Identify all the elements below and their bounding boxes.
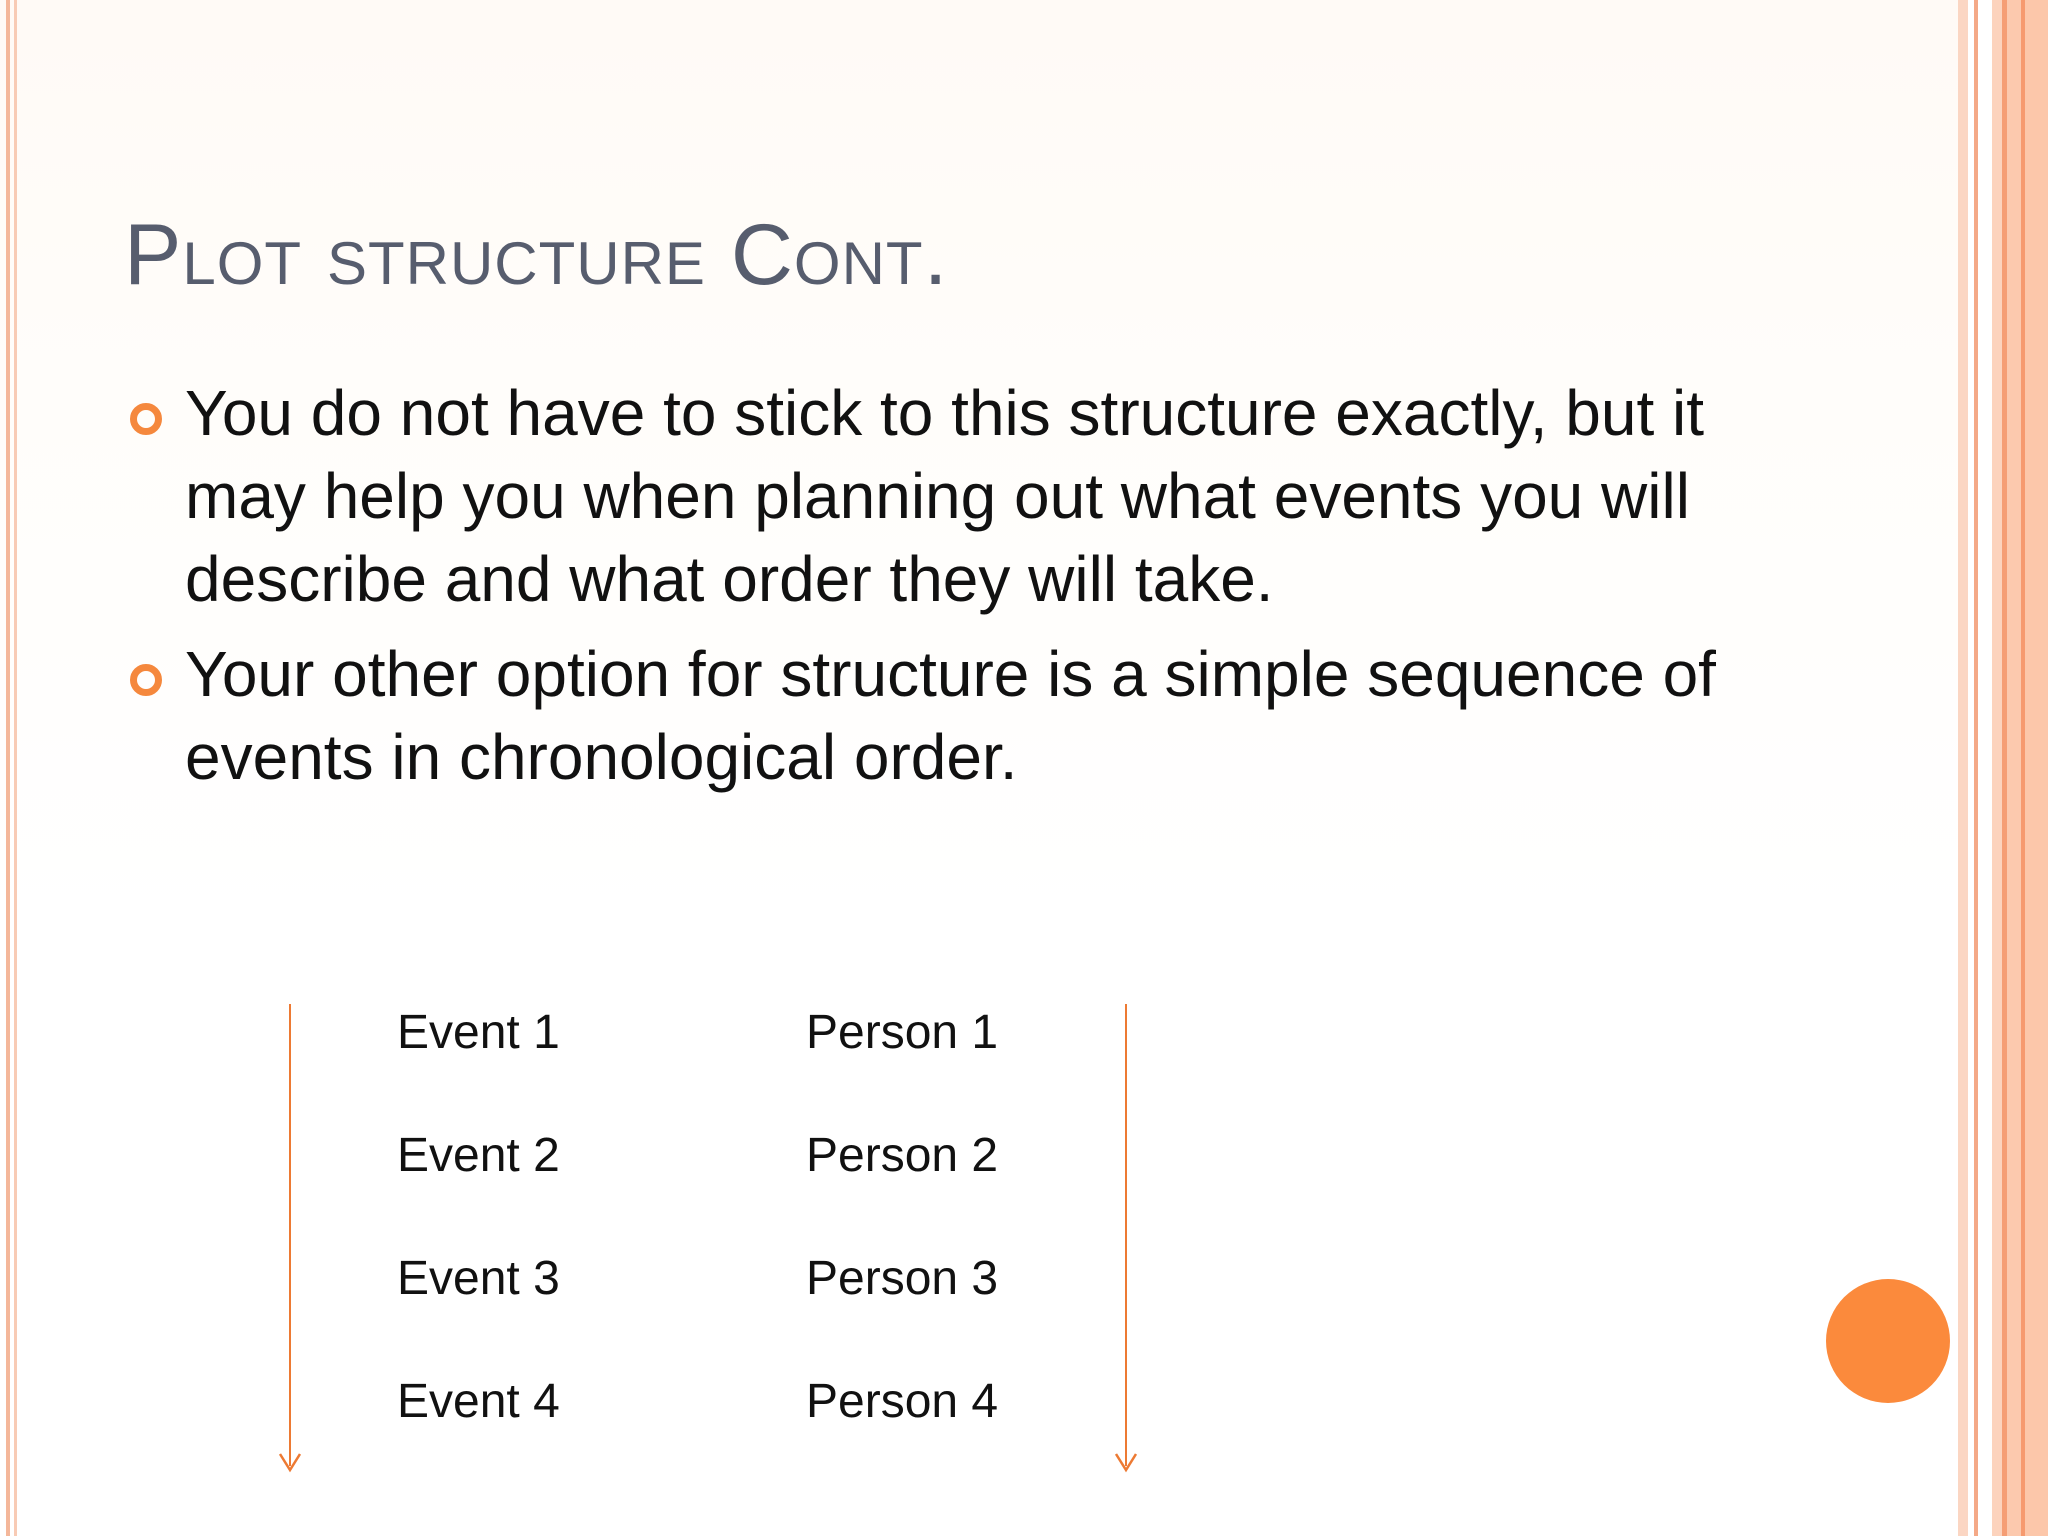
right-decorative-stripes	[1958, 0, 2048, 1536]
events-column	[397, 998, 560, 1490]
bullet-ring-icon	[130, 664, 162, 696]
bullet-item	[124, 633, 1804, 799]
down-arrow-left	[275, 1004, 305, 1474]
slide-title: Plot structure Cont.	[124, 207, 949, 303]
bullet-list	[124, 372, 1804, 799]
down-arrow-right	[1111, 1004, 1141, 1474]
event-label: Event 2	[397, 1129, 560, 1182]
person-label: Person 2	[806, 1129, 999, 1182]
bullet-text: You do not have to stick to this structure exactly, but it may help you when planning out what events you will describe and what order they will take.	[185, 377, 1705, 615]
bullet-text: Your other option for structure is a simple sequence of events in chronological order.	[185, 638, 1716, 793]
left-border-line	[6, 0, 10, 1536]
person-label: Person 3	[806, 1252, 999, 1305]
decorative-orange-circle	[1826, 1279, 1950, 1403]
event-label: Event 3	[397, 1252, 560, 1305]
person-label: Person 1	[806, 1006, 999, 1059]
left-border-line	[14, 0, 17, 1536]
event-label: Event 4	[397, 1375, 560, 1428]
bullet-ring-icon	[130, 403, 162, 435]
bullet-item	[124, 372, 1804, 621]
arrow-head-icon	[1114, 1450, 1138, 1474]
person-label: Person 4	[806, 1375, 999, 1428]
arrow-head-icon	[278, 1450, 302, 1474]
event-label: Event 1	[397, 1006, 560, 1059]
people-column	[806, 998, 998, 1490]
